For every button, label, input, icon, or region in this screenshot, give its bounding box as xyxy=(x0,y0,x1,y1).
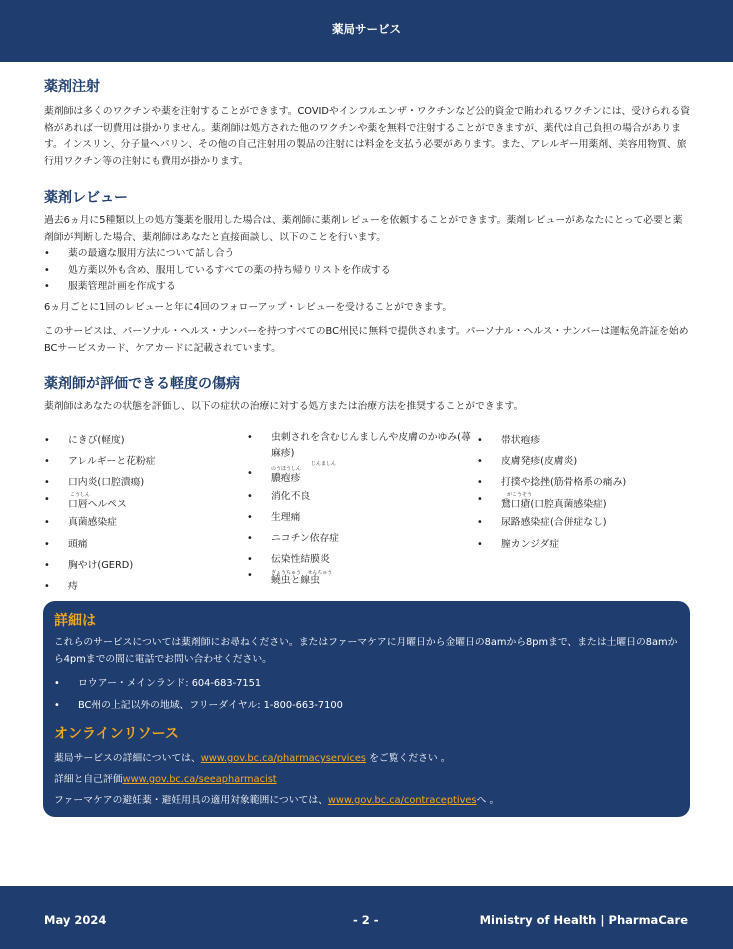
furigana: じんましん xyxy=(311,460,337,467)
list-item xyxy=(247,467,477,486)
contraceptives-link[interactable]: www.gov.bc.ca/contraceptives xyxy=(327,795,477,806)
injections-body: 薬剤師は多くのワクチンや薬を注射することができます。COVIDやインフルエンザ・ワクチンなど公的資金で賄われるワクチンには、受けられる資格があれば一切費用は掛かりません。薬剤師は処方された他のワクチンや薬を無料で注射することができますが、薬代は自己負担の場合があります。インスリン、分子量へパリン、その他の自己注射用の製品の注射には料金を支払う必要があります。また、アレルギー用薬剤、美容用物質、旅行用ワクチン等の注射にも費用が掛かります。 xyxy=(44,106,691,167)
list-item xyxy=(247,571,477,586)
header-bar xyxy=(0,0,733,62)
review-section xyxy=(44,187,692,357)
review-list xyxy=(44,246,692,296)
main-content xyxy=(44,76,692,598)
list-item: • 帯状疱疹 xyxy=(477,430,692,451)
injections-section xyxy=(44,76,692,170)
list-item xyxy=(477,493,692,512)
list-item: • 伝染性結膜炎 xyxy=(247,549,477,570)
footer-date: May 2024 xyxy=(44,913,107,927)
review-heading: 薬剤レビュー xyxy=(44,190,128,206)
info-heading: 詳細は xyxy=(54,613,96,629)
online-line-3: ファーマケアの避妊薬・避妊用具の適用対象範囲については、www.gov.bc.ca/contraceptivesへ 。 xyxy=(54,795,500,806)
minor-ailments-section xyxy=(44,373,692,598)
page-title: 薬局サービス xyxy=(332,22,401,36)
phone-lower-mainland: • ロウアー・メインランド: 604-683-7151 xyxy=(54,673,684,695)
list-item-text: 蟯虫と線虫 xyxy=(271,574,320,586)
review-followup: 6ヵ月ごとに1回のレビューと年に4回のフォローアップ・レビューを受けることができます。 xyxy=(44,301,453,313)
online-heading: オンラインリソース xyxy=(54,726,179,742)
furigana: • ぎょうちゅう せんちゅう xyxy=(271,569,333,576)
info-body: これらのサービスについては薬剤師にお尋ねください。またはファーマケアに月曜日から金曜日の8amから8pmまで、または土曜日の8amから4pmまでの間に電話でお問い合わせください。 xyxy=(54,637,678,665)
list-item: • 真菌感染症 xyxy=(44,512,247,533)
list-item: • 処方薬以外も含め、服用しているすべての薬の持ち帰りリストを作成する xyxy=(44,263,692,280)
list-item: • 膣カンジダ症 xyxy=(477,534,692,555)
ailment-columns xyxy=(44,430,692,598)
list-item: • 服薬管理計画を作成する xyxy=(44,279,692,296)
list-item: • 胸やけ(GERD) xyxy=(44,555,247,576)
list-item xyxy=(44,493,247,512)
furigana: • こうしん xyxy=(70,492,91,499)
footer-org: Ministry of Health | PharmaCare xyxy=(479,913,688,927)
list-item: • 尿路感染症(合併症なし) xyxy=(477,512,692,533)
list-item xyxy=(247,430,477,467)
list-item: • 口内炎(口腔潰瘍) xyxy=(44,472,247,493)
list-item: • 頭痛 xyxy=(44,534,247,555)
injections-heading: 薬剤注射 xyxy=(44,79,100,95)
review-intro: 過去6ヵ月に5種類以上の処方箋薬を服用した場合は、薬剤師に薬剤レビューを依頼することができます。薬剤レビューがあなたにとって必要と薬剤師が判断した場合、薬剤師はあなたと直接面談し、以下のことを行います。 xyxy=(44,215,683,243)
list-item-text: 虫刺されを含むじんましんや皮膚のかゆみ(蕁麻疹) xyxy=(271,431,471,459)
info-box xyxy=(43,601,690,817)
list-item: • 薬の最適な服用方法について話し合う xyxy=(44,246,692,263)
footer-bar xyxy=(0,886,733,949)
online-line-1: 薬局サービスの詳細については、www.gov.bc.ca/pharmacyservices をご覧ください 。 xyxy=(54,753,451,764)
list-item: • にきび(軽度) xyxy=(44,430,247,451)
minor-heading: 薬剤師が評価できる軽度の傷病 xyxy=(44,376,240,392)
list-item-text: 膿疱疹 xyxy=(271,472,301,484)
phone-list xyxy=(54,673,684,717)
furigana: • のうほうしん xyxy=(271,465,302,472)
list-item: • ニコチン依存症 xyxy=(247,528,477,549)
list-item: • アレルギーと花粉症 xyxy=(44,451,247,472)
ailment-column-1 xyxy=(44,430,247,598)
online-line-2: 詳細と自己評価www.gov.bc.ca/seeapharmacist xyxy=(54,774,277,785)
pharmacy-services-link[interactable]: www.gov.bc.ca/pharmacyservices xyxy=(200,753,367,764)
footer-page-number: - 2 - xyxy=(353,913,379,927)
list-item-text: 口唇ヘルペス xyxy=(68,499,127,511)
list-item: • 消化不良 xyxy=(247,486,477,507)
phone-toll-free: • BC州の上記以外の地域、フリーダイヤル: 1-800-663-7100 xyxy=(54,695,684,717)
minor-intro: 薬剤師はあなたの状態を評価し、以下の症状の治療に対する処方または治療方法を推奨することができます。 xyxy=(44,401,524,412)
list-item: • 打撲や捻挫(筋骨格系の痛み) xyxy=(477,472,692,493)
review-eligibility: このサービスは、パーソナル・ヘルス・ナンバーを持つすべてのBC州民に無料で提供されます。パーソナル・ヘルス・ナンバーは運転免許証を始めBCサービスカード、ケアカードに記載されています。 xyxy=(44,326,689,354)
furigana: • がこうそう xyxy=(507,492,533,499)
ailment-column-3 xyxy=(477,430,692,598)
list-item: • 生理痛 xyxy=(247,507,477,528)
ailment-column-2 xyxy=(247,430,477,598)
see-a-pharmacist-link[interactable]: www.gov.bc.ca/seeapharmacist xyxy=(122,774,277,785)
list-item-text: 鵞口瘡(口腔真菌感染症) xyxy=(501,499,607,511)
list-item: • 皮膚発疹(皮膚炎) xyxy=(477,451,692,472)
list-item: • 痔 xyxy=(44,576,247,597)
